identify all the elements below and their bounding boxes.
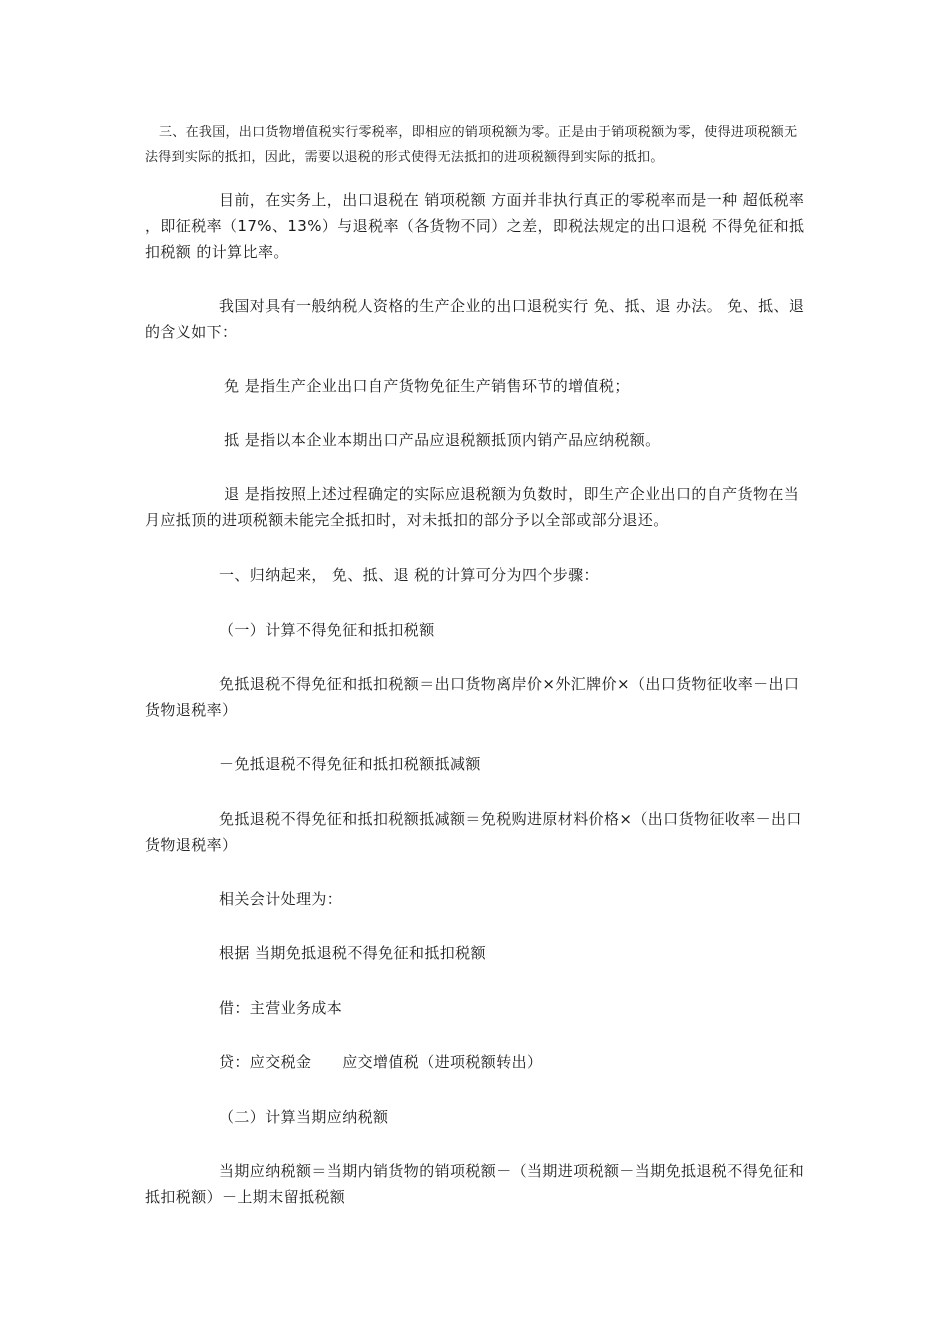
paragraph-text: 相关会计处理为： — [219, 890, 343, 908]
paragraph-text: 一、归纳起来， 免、抵、退 税的计算可分为四个步骤： — [219, 566, 599, 584]
paragraph-p16 — [145, 1158, 810, 1210]
paragraph-p10 — [145, 806, 810, 858]
paragraph-p4 — [145, 427, 810, 453]
paragraph-text: －免抵退税不得免征和抵扣税额抵减额 — [219, 755, 481, 773]
paragraph-p9 — [145, 751, 810, 777]
paragraph-p13 — [145, 995, 810, 1021]
paragraph-p14 — [145, 1049, 810, 1075]
paragraph-text: 目前，在实务上，出口退税在 销项税额 方面并非执行真正的零税率而是一种 超低税率 ，即征税率（17%、13%）与退税率（各货物不同）之差，即税法规定的出口退税 不得免征和抵扣税额 的计算比率。 — [145, 191, 805, 261]
paragraph-text: 退 是指按照上述过程确定的实际应退税额为负数时，即生产企业出口的自产货物在当月应抵顶的进项税额未能完全抵扣时，对未抵扣的部分予以全部或部分退还。 — [145, 485, 800, 529]
paragraph-p6 — [145, 562, 810, 588]
intro-paragraph — [145, 120, 810, 170]
paragraph-text: 免抵退税不得免征和抵扣税额＝出口货物离岸价×外汇牌价×（出口货物征收率－出口货物退税率） — [145, 675, 800, 719]
paragraph-p8 — [145, 671, 810, 723]
paragraph-p5 — [145, 481, 810, 533]
paragraph-text: 免抵退税不得免征和抵扣税额抵减额＝免税购进原材料价格×（出口货物征收率－出口货物退税率） — [145, 810, 802, 854]
paragraph-p1 — [145, 187, 810, 265]
paragraph-text: 当期应纳税额＝当期内销货物的销项税额－（当期进项税额－当期免抵退税不得免征和抵扣税额）－上期末留抵税额 — [145, 1162, 805, 1206]
paragraph-text: 借：主营业务成本 — [219, 999, 343, 1017]
paragraph-text: 抵 是指以本企业本期出口产品应退税额抵顶内销产品应纳税额。 — [219, 431, 661, 449]
paragraph-p2 — [145, 293, 810, 345]
paragraph-text: 贷：应交税金 应交增值税（进项税额转出） — [219, 1053, 543, 1071]
paragraph-p15 — [145, 1104, 810, 1130]
paragraph-text: 我国对具有一般纳税人资格的生产企业的出口退税实行 免、抵、退 办法。 免、抵、退 的含义如下： — [145, 297, 805, 341]
intro-text: 三、在我国，出口货物增值税实行零税率，即相应的销项税额为零。正是由于销项税额为零，使得进项税额无法得到实际的抵扣，因此，需要以退税的形式使得无法抵扣的进项税额得到实际的抵扣。 — [145, 125, 798, 165]
paragraph-text: 免 是指生产企业出口自产货物免征生产销售环节的增值税； — [219, 377, 630, 395]
paragraph-p7 — [145, 617, 810, 643]
paragraph-p11 — [145, 886, 810, 912]
paragraph-text: 根据 当期免抵退税不得免征和抵扣税额 — [219, 944, 486, 962]
paragraph-text: （二）计算当期应纳税额 — [219, 1108, 389, 1126]
paragraph-text: （一）计算不得免征和抵扣税额 — [219, 621, 435, 639]
paragraph-p12 — [145, 940, 810, 966]
paragraph-p3 — [145, 373, 810, 399]
